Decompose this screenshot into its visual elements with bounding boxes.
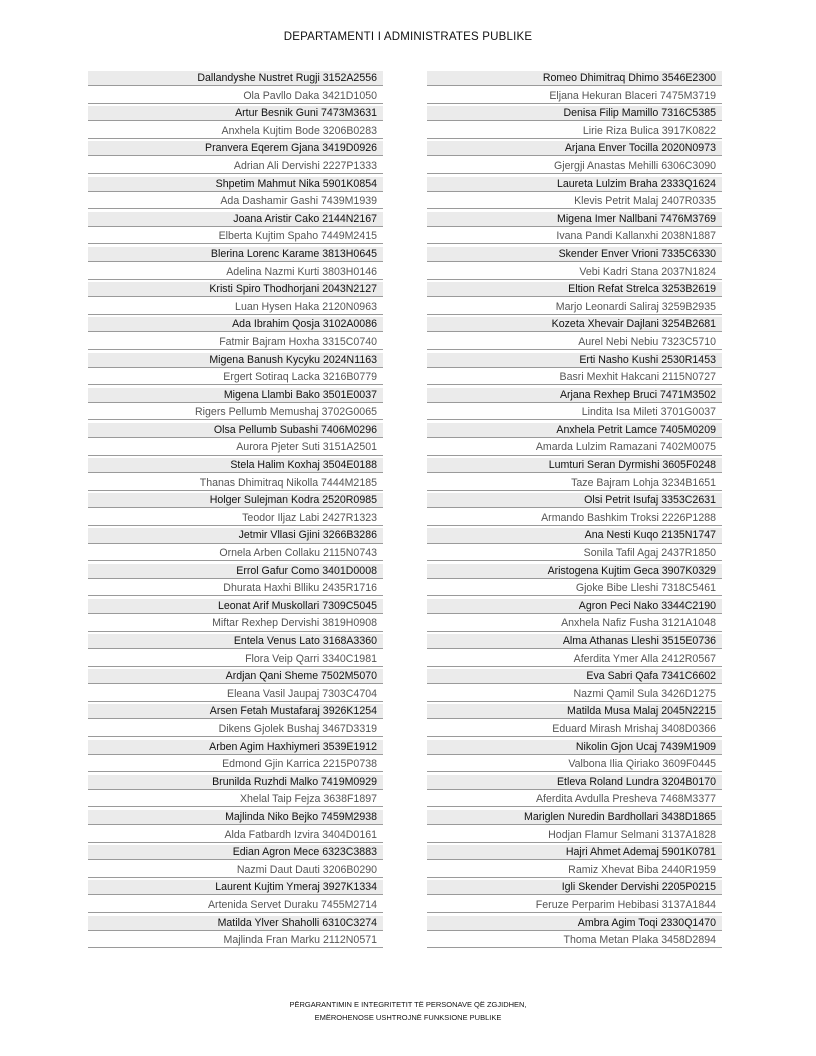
list-item: Eduard Mirash Mrishaj 3408D0366 bbox=[427, 722, 722, 737]
list-item: Miftar Rexhep Dervishi 3819H0908 bbox=[88, 616, 383, 631]
list-item: Ornela Arben Collaku 2115N0743 bbox=[88, 546, 383, 561]
list-item: Elberta Kujtim Spaho 7449M2415 bbox=[88, 229, 383, 244]
list-item: Feruze Perparim Hebibasi 3137A1844 bbox=[427, 898, 722, 913]
list-item: Aferdita Avdulla Presheva 7468M3377 bbox=[427, 792, 722, 807]
list-item: Errol Gafur Como 3401D0008 bbox=[88, 564, 383, 579]
list-item: Aferdita Ymer Alla 2412R0567 bbox=[427, 652, 722, 667]
right-name-column bbox=[427, 71, 722, 951]
list-item: Arjana Rexhep Bruci 7471M3502 bbox=[427, 388, 722, 403]
footer-line-2: EMËROHENOSE USHTROJNË FUNKSIONE PUBLIKE bbox=[314, 1013, 502, 1022]
list-item: Dikens Gjolek Bushaj 3467D3319 bbox=[88, 722, 383, 737]
list-item: Leonat Arif Muskollari 7309C5045 bbox=[88, 599, 383, 614]
list-item: Dallandyshe Nustret Rugji 3152A2556 bbox=[88, 71, 383, 86]
list-item: Aurel Nebi Nebiu 7323C5710 bbox=[427, 335, 722, 350]
list-item: Nazmi Daut Dauti 3206B0290 bbox=[88, 863, 383, 878]
list-item: Flora Veip Qarri 3340C1981 bbox=[88, 652, 383, 667]
list-item: Edian Agron Mece 6323C3883 bbox=[88, 845, 383, 860]
list-item: Majlinda Fran Marku 2112N0571 bbox=[88, 933, 383, 948]
list-item: Gjergji Anastas Mehilli 6306C3090 bbox=[427, 159, 722, 174]
page-title: DEPARTAMENTI I ADMINISTRATES PUBLIKE bbox=[283, 31, 533, 43]
list-item: Denisa Filip Mamillo 7316C5385 bbox=[427, 106, 722, 121]
list-item: Ergert Sotiraq Lacka 3216B0779 bbox=[88, 370, 383, 385]
list-item: Adrian Ali Dervishi 2227P1333 bbox=[88, 159, 383, 174]
list-item: Entela Venus Lato 3168A3360 bbox=[88, 634, 383, 649]
list-item: Erti Nasho Kushi 2530R1453 bbox=[427, 353, 722, 368]
list-item: Aristogena Kujtim Geca 3907K0329 bbox=[427, 564, 722, 579]
list-item: Basri Mexhit Hakcani 2115N0727 bbox=[427, 370, 722, 385]
list-item: Laurent Kujtim Ymeraj 3927K1334 bbox=[88, 880, 383, 895]
list-item: Arjana Enver Tocilla 2020N0973 bbox=[427, 141, 722, 156]
list-item: Ivana Pandi Kallanxhi 2038N1887 bbox=[427, 229, 722, 244]
list-item: Eleana Vasil Jaupaj 7303C4704 bbox=[88, 687, 383, 702]
list-item: Blerina Lorenc Karame 3813H0645 bbox=[88, 247, 383, 262]
list-item: Olsi Petrit Isufaj 3353C2631 bbox=[427, 493, 722, 508]
list-item: Klevis Petrit Malaj 2407R0335 bbox=[427, 194, 722, 209]
list-item: Teodor Iljaz Labi 2427R1323 bbox=[88, 511, 383, 526]
list-item: Migena Llambi Bako 3501E0037 bbox=[88, 388, 383, 403]
page-footer bbox=[0, 998, 816, 1024]
list-item: Ramiz Xhevat Biba 2440R1959 bbox=[427, 863, 722, 878]
left-name-column bbox=[88, 71, 383, 951]
list-item: Arsen Fetah Mustafaraj 3926K1254 bbox=[88, 704, 383, 719]
list-item: Mariglen Nuredin Bardhollari 3438D1865 bbox=[427, 810, 722, 825]
list-item: Thanas Dhimitraq Nikolla 7444M2185 bbox=[88, 476, 383, 491]
list-item: Anxhela Kujtim Bode 3206B0283 bbox=[88, 124, 383, 139]
list-item: Amarda Lulzim Ramazani 7402M0075 bbox=[427, 440, 722, 455]
list-item: Ardjan Qani Sheme 7502M5070 bbox=[88, 669, 383, 684]
list-item: Ada Dashamir Gashi 7439M1939 bbox=[88, 194, 383, 209]
list-item: Eltion Refat Strelca 3253B2619 bbox=[427, 282, 722, 297]
list-item: Artur Besnik Guni 7473M3631 bbox=[88, 106, 383, 121]
list-item: Sonila Tafil Agaj 2437R1850 bbox=[427, 546, 722, 561]
list-item: Lindita Isa Mileti 3701G0037 bbox=[427, 405, 722, 420]
list-item: Anxhela Petrit Lamce 7405M0209 bbox=[427, 423, 722, 438]
list-item: Lirie Riza Bulica 3917K0822 bbox=[427, 124, 722, 139]
list-item: Nikolin Gjon Ucaj 7439M1909 bbox=[427, 740, 722, 755]
list-item: Arben Agim Haxhiymeri 3539E1912 bbox=[88, 740, 383, 755]
list-item: Laureta Lulzim Braha 2333Q1624 bbox=[427, 177, 722, 192]
list-item: Pranvera Eqerem Gjana 3419D0926 bbox=[88, 141, 383, 156]
list-item: Thoma Metan Plaka 3458D2894 bbox=[427, 933, 722, 948]
list-item: Stela Halim Koxhaj 3504E0188 bbox=[88, 458, 383, 473]
list-item: Gjoke Bibe Lleshi 7318C5461 bbox=[427, 581, 722, 596]
list-item: Artenida Servet Duraku 7455M2714 bbox=[88, 898, 383, 913]
list-item: Romeo Dhimitraq Dhimo 3546E2300 bbox=[427, 71, 722, 86]
list-item: Fatmir Bajram Hoxha 3315C0740 bbox=[88, 335, 383, 350]
list-item: Armando Bashkim Troksi 2226P1288 bbox=[427, 511, 722, 526]
list-item: Ana Nesti Kuqo 2135N1747 bbox=[427, 528, 722, 543]
list-item: Taze Bajram Lohja 3234B1651 bbox=[427, 476, 722, 491]
list-item: Valbona Ilia Qiriako 3609F0445 bbox=[427, 757, 722, 772]
list-item: Kristi Spiro Thodhorjani 2043N2127 bbox=[88, 282, 383, 297]
list-item: Dhurata Haxhi Blliku 2435R1716 bbox=[88, 581, 383, 596]
list-item: Migena Imer Nallbani 7476M3769 bbox=[427, 212, 722, 227]
list-item: Igli Skender Dervishi 2205P0215 bbox=[427, 880, 722, 895]
list-item: Ola Pavllo Daka 3421D1050 bbox=[88, 89, 383, 104]
list-item: Anxhela Nafiz Fusha 3121A1048 bbox=[427, 616, 722, 631]
list-item: Matilda Musa Malaj 2045N2215 bbox=[427, 704, 722, 719]
list-item: Migena Banush Kycyku 2024N1163 bbox=[88, 353, 383, 368]
list-item: Eljana Hekuran Blaceri 7475M3719 bbox=[427, 89, 722, 104]
list-item: Etleva Roland Lundra 3204B0170 bbox=[427, 775, 722, 790]
footer-line-1: PËRGARANTIMIN E INTEGRITETIT TË PERSONAVE QË ZGJIDHEN, bbox=[289, 1000, 527, 1009]
list-item: Shpetim Mahmut Nika 5901K0854 bbox=[88, 177, 383, 192]
list-item: Holger Sulejman Kodra 2520R0985 bbox=[88, 493, 383, 508]
list-item: Alma Athanas Lleshi 3515E0736 bbox=[427, 634, 722, 649]
list-item: Edmond Gjin Karrica 2215P0738 bbox=[88, 757, 383, 772]
list-item: Hodjan Flamur Selmani 3137A1828 bbox=[427, 828, 722, 843]
list-item: Majlinda Niko Bejko 7459M2938 bbox=[88, 810, 383, 825]
list-item: Agron Peci Nako 3344C2190 bbox=[427, 599, 722, 614]
list-item: Nazmi Qamil Sula 3426D1275 bbox=[427, 687, 722, 702]
list-item: Xhelal Taip Fejza 3638F1897 bbox=[88, 792, 383, 807]
list-item: Matilda Ylver Shaholli 6310C3274 bbox=[88, 916, 383, 931]
list-item: Ada Ibrahim Qosja 3102A0086 bbox=[88, 317, 383, 332]
list-item: Vebi Kadri Stana 2037N1824 bbox=[427, 265, 722, 280]
list-item: Kozeta Xhevair Dajlani 3254B2681 bbox=[427, 317, 722, 332]
list-item: Alda Fatbardh Izvira 3404D0161 bbox=[88, 828, 383, 843]
list-item: Brunilda Ruzhdi Malko 7419M0929 bbox=[88, 775, 383, 790]
list-item: Olsa Pellumb Subashi 7406M0296 bbox=[88, 423, 383, 438]
list-item: Jetmir Vllasi Gjini 3266B3286 bbox=[88, 528, 383, 543]
list-item: Hajri Ahmet Ademaj 5901K0781 bbox=[427, 845, 722, 860]
list-item: Rigers Pellumb Memushaj 3702G0065 bbox=[88, 405, 383, 420]
list-item: Adelina Nazmi Kurti 3803H0146 bbox=[88, 265, 383, 280]
list-item: Aurora Pjeter Suti 3151A2501 bbox=[88, 440, 383, 455]
list-item: Eva Sabri Qafa 7341C6602 bbox=[427, 669, 722, 684]
list-item: Marjo Leonardi Saliraj 3259B2935 bbox=[427, 300, 722, 315]
list-item: Ambra Agim Toqi 2330Q1470 bbox=[427, 916, 722, 931]
list-item: Lumturi Seran Dyrmishi 3605F0248 bbox=[427, 458, 722, 473]
list-item: Skender Enver Vrioni 7335C6330 bbox=[427, 247, 722, 262]
list-item: Joana Aristir Cako 2144N2167 bbox=[88, 212, 383, 227]
list-item: Luan Hysen Haka 2120N0963 bbox=[88, 300, 383, 315]
